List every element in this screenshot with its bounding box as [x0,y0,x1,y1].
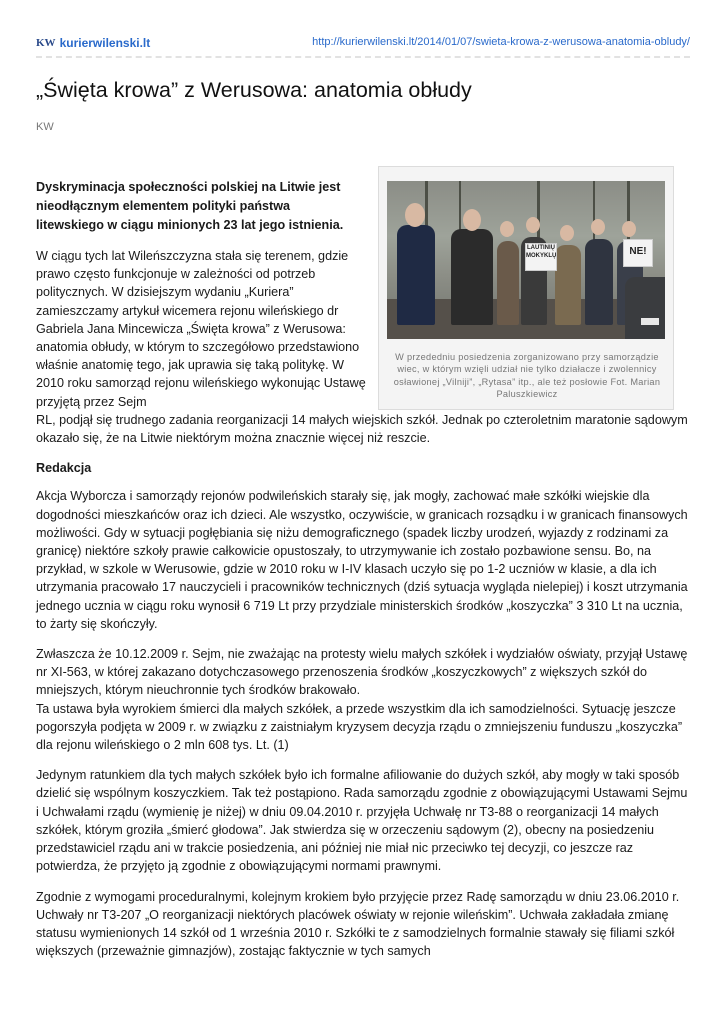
section-heading: Redakcja [36,461,92,476]
site-logo: KW [36,37,56,49]
article-author: KW [36,121,54,133]
page-header [36,34,690,54]
photo-caption: W przededniu posiedzenia zorganizowano przy samorządzie wiec, w którym wzięli udział nie tylko działacze i zwolennicy osławionej „Vilniji”, „Rytasa” itp., ale też posłowie Fot. Marian Paluszkiewicz [393,352,661,400]
article-paragraph-continued: RL, podjął się trudnego zadania reorganizacji 14 małych wiejskich szkół. Jednak po czteroletnim maratonie sądowym okazało się, że na Litwie niektórym można znacznie więcej niż reszcie. [36,412,688,446]
protest-sign-no: NE! [623,239,653,267]
site-name-link[interactable]: kurierwilenski.lt [59,36,151,50]
article-paragraph: Akcja Wyborcza i samorządy rejonów podwileńskich starały się, jak mogły, zachować małe szkółki wiejskie dla dogodności mieszkańców oraz ich dzieci. Ale wszystko, oczywiście, w granicach rozsądku i w granicach finansowych możliwości. Gdy w sytuacji pogłębiania się niżu demograficznego (spadek liczby urodzeń, wyjazdy z rodzinami za granicę) niektóre szkoły prawie całkowicie opustoszały, to utrzymywanie ich zostało pozbawione sensu. Bo, na przykład, w szkole w Werusowie, gdzie w 2010 roku w I-IV klasach uczyło się po 1-2 uczniów w klasie, a dla ich utrzymania pracowało 17 nauczycieli i pracowników technicznych (dziś sytuacja wygląda nielepiej) i koszt utrzymania jednego ucznia w ciągu roku wynosił 6 719 Lt przy przydziale ministerskich środków „koszyczka” 3 310 Lt na ucznia, to żarty się skończyły. [36,489,688,631]
article-paragraph: W ciągu tych lat Wileńszczyzna stała się terenem, gdzie prawo często funkcjonuje w zależności od potrzeb politycznych. W dzisiejszym wydaniu „Kuriera” zamieszczamy artykuł wicemera rejonu wileńskiego dr Gabriela Jana Mincewicza „Święta krowa” z Werusowa: anatomia obłudy, w którym to szczegółowo przedstawiono właśnie anatomię tego, jak uprawia się taką politykę. W 2010 roku samorząd rejonu wileńskiego wykonując Ustawę przyjętą przez Sejm [36,249,366,409]
article-paragraph: Zgodnie z wymogami proceduralnymi, kolejnym krokiem było przyjęcie przez Radę samorządu w dniu 23.06.2010 r. Uchwały nr T3-207 „O reorganizacji niektórych placówek oświaty w rejonie wileńskim”. Uchwała zakładała zmianę statusu wymienionych 14 szkół od 1 września 2010 r. Szkółki te z samodzielnych formalnie stawały się filiami szkół większych (przeważnie gimnazjów), zostając faktycznie w tych samych [36,889,680,959]
article-lead: Dyskryminacja społeczności polskiej na Litwie jest nieodłącznym elementem polityki państwa litewskiego w ciągu minionych 23 lat jego istnienia. [36,180,344,232]
article-body [36,178,690,972]
article-title: „Święta krowa” z Werusowa: anatomia obłudy [36,78,472,102]
article-paragraph: Zwłaszcza że 10.12.2009 r. Sejm, nie zważając na protesty wielu małych szkółek i wydziałów oświaty, przyjął Ustawę nr XI-563, w której zakazano dotychczasowego przenoszenia środków „koszyczkowych” z większych szkół do mniejszych, którym nieuchronnie tych środków brakowało. [36,647,688,698]
article-url-link[interactable]: http://kurierwilenski.lt/2014/01/07/swieta-krowa-z-werusowa-anatomia-obludy/ [312,36,690,48]
protest-sign: LAUTINIŲ MOKYKLŲ [525,243,557,271]
article-paragraph: Ta ustawa była wyrokiem śmierci dla małych szkółek, a przede wszystkim dla ich samodzielności. Sytuację jeszcze pogorszyła podjęta w 2009 r. w związku z zaistniałym kryzysem decyzja rządu o zmniejszeniu funduszu „koszyczka” dla rejonu wileńskiego o 2 mln 608 tys. Lt. (1) [36,701,683,753]
site-brand[interactable] [36,36,150,50]
article-paragraph: Jedynym ratunkiem dla tych małych szkółek było ich formalne afiliowanie do dużych szkół, aby mogły w taki sposób dzielić się wspólnym koszyczkiem. Tak też postąpiono. Rada samorządu zgodnie z obowiązującymi Ustawami Sejmu i Uchwałami rządu (wymienię je niżej) w dniu 09.04.2010 r. przyjęła Uchwałę nr T3-88 o reorganizacji 14 małych szkółek, którym groziła „śmierć głodowa”. Jak stwierdza się w orzeczeniu sądowym (2), obecny na posiedzeniu przedstawiciel rządu ani w trakcie posiedzenia, ani później nie miał nic przeciwko tej decyzji, co jeszcze raz potwierdza, że przyjęto ją zgodnie z obowiązującymi normami prawnymi. [36,768,688,874]
header-divider [36,56,690,58]
